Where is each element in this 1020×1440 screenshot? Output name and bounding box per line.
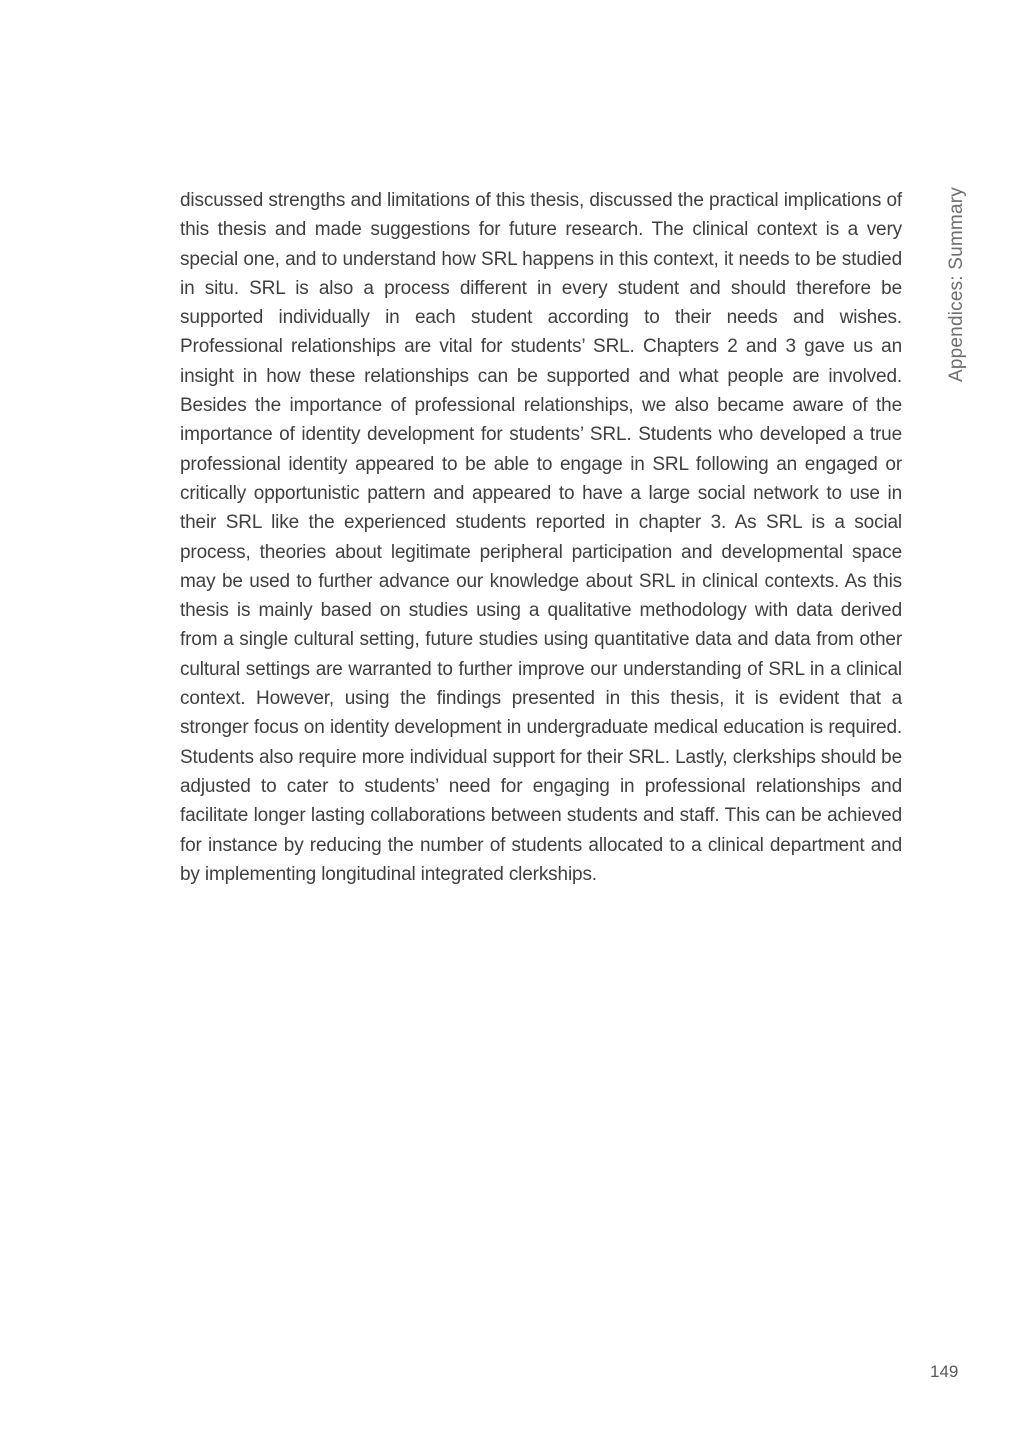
page-content: [180, 186, 902, 889]
body-paragraph: discussed strengths and limitations of this thesis, discussed the practical implications of this thesis and made suggestions for future research. The clinical context is a very special one, and to understand how SRL happens in this context, it needs to be studied in situ. SRL is also a process different in every student and should therefore be supported individually in each student according to their needs and wishes. Professional relationships are vital for students’ SRL. Chapters 2 and 3 gave us an insight in how these relationships can be supported and what people are involved. Besides the importance of professional relationships, we also became aware of the importance of identity development for students’ SRL. Students who developed a true professional identity appeared to be able to engage in SRL following an engaged or critically opportunistic pattern and appeared to have a large social network to use in their SRL like the experienced students reported in chapter 3. As SRL is a social process, theories about legitimate peripheral participation and developmental space may be used to further advance our knowledge about SRL in clinical contexts. As this thesis is mainly based on studies using a qualitative methodology with data derived from a single cultural setting, future studies using quantitative data and data from other cultural settings are warranted to further improve our understanding of SRL in a clinical context. However, using the findings presented in this thesis, it is evident that a stronger focus on identity development in undergraduate medical education is required. Students also require more individual support for their SRL. Lastly, clerkships should be adjusted to cater to students’ need for engaging in professional relationships and facilitate longer lasting collaborations between students and staff. This can be achieved for instance by reducing the number of students allocated to a clinical department and by implementing longitudinal integrated clerkships.: [180, 190, 902, 885]
appendix-section-label: Appendices: Summary: [946, 187, 967, 382]
page-number: 149: [930, 1362, 959, 1381]
